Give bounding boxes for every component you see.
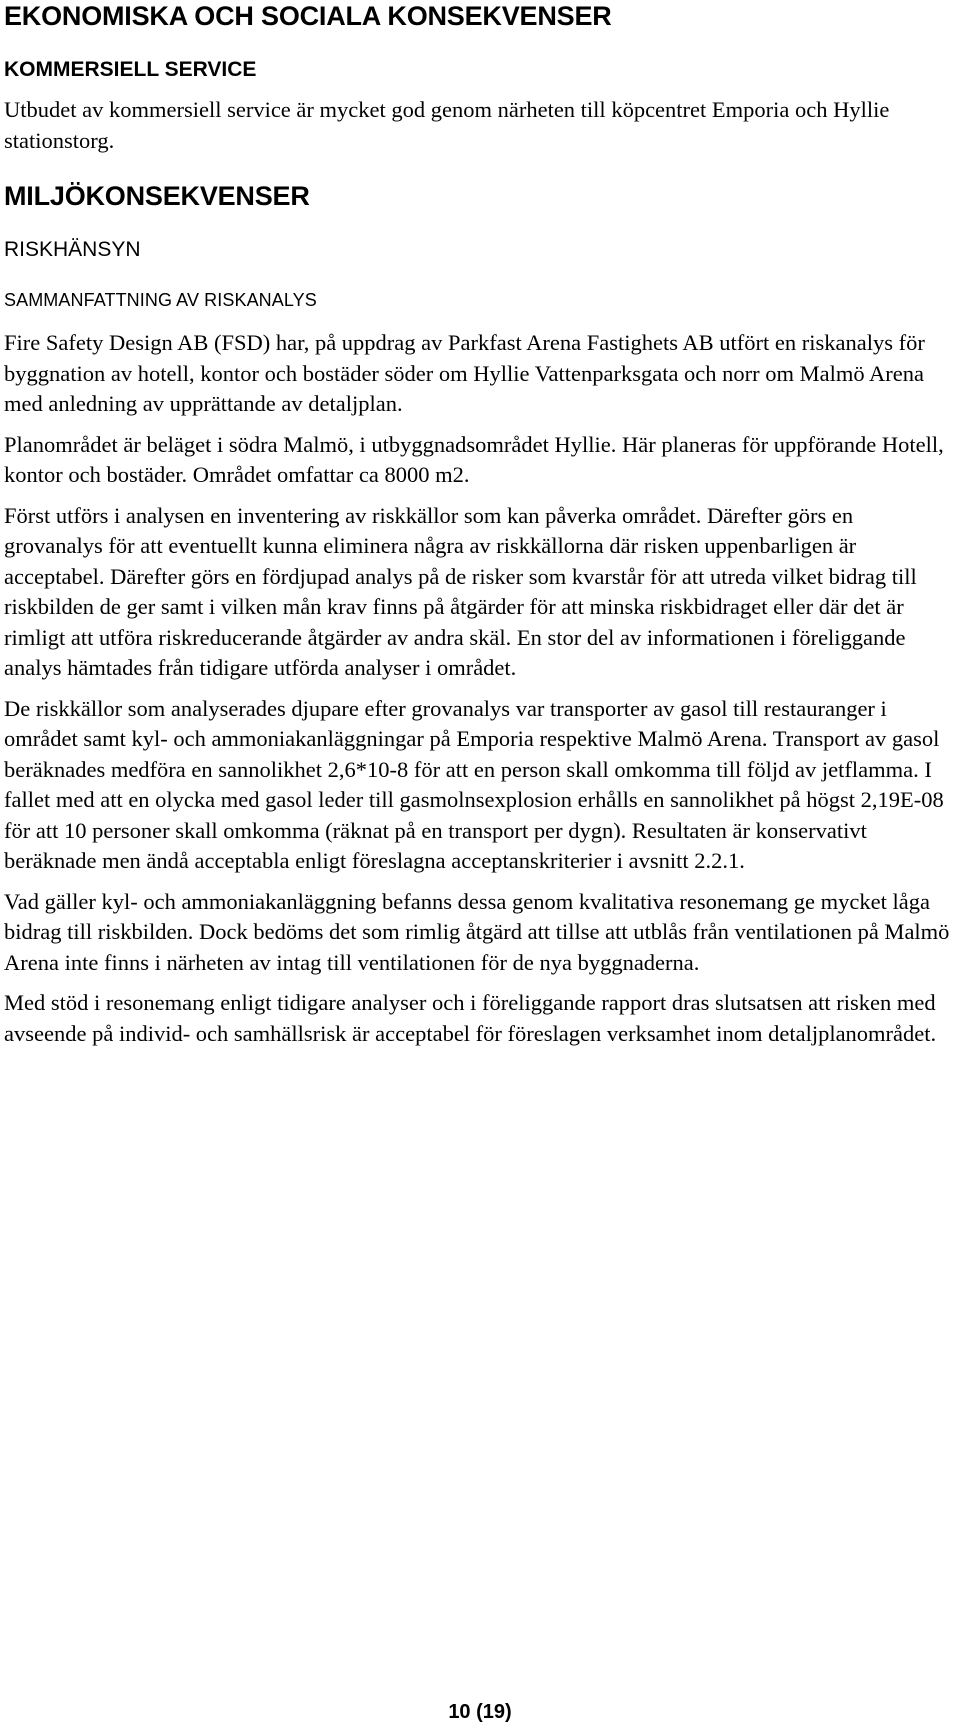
summary-paragraph-3: Först utförs i analysen en inventering av riskkällor som kan påverka området. Därefter görs en grovanalys för att eventuellt kunna eliminera några av riskkällorna där risken uppenbarligen är acceptabel. Därefter görs en fördjupad analys på de risker som kvarstår för att utreda vilket bidrag till riskbilden de ger samt i vilken mån krav finns på åtgärder för att minska riskbidraget eller där det är rimligt att utföra riskreducerande åtgärder av andra skäl. En stor del av informationen i föreliggande analys hämtades från tidigare utförda analyser i området. [4,502,917,680]
summary-paragraph-2: Planområdet är beläget i södra Malmö, i utbyggnadsområdet Hyllie. Här planeras för uppförande Hotell, kontor och bostäder. Området omfattar ca 8000 m2. [4,431,944,487]
service-paragraph: Utbudet av kommersiell service är mycket god genom närheten till köpcentret Emporia och Hyllie stationstorg. [4,97,890,153]
section-title: EKONOMISKA OCH SOCIALA KONSEKVENSER [4,1,612,31]
risk-heading: RISKHÄNSYN [4,238,141,261]
summary-paragraph-1: Fire Safety Design AB (FSD) har, på uppdrag av Parkfast Arena Fastighets AB utfört en riskanalys för byggnation av hotell, kontor och bostäder söder om Hyllie Vattenparksgata och norr om Malmö Arena med anledning av upprättande av detaljplan. [4,330,925,416]
environment-title: MILJÖKONSEKVENSER [4,181,310,211]
summary-paragraph-5: Vad gäller kyl- och ammoniakanläggning befanns dessa genom kvalitativa resonemang ge mycket låga bidrag till riskbilden. Dock bedöms det som rimlig åtgärd att tillse att utblås från ventilationen på Malmö Arena inte finns i närheten av intag till ventilationen för de nya byggnaderna. [4,888,950,975]
summary-paragraph-6: Med stöd i resonemang enligt tidigare analyser och i föreliggande rapport dras slutsatsen att risken med avseende på individ- och samhällsrisk är acceptabel för föreslagen verksamhet inom detaljplanområdet. [4,990,937,1046]
service-heading: KOMMERSIELL SERVICE [4,58,257,81]
document-page [4,0,954,1049]
summary-heading: SAMMANFATTNING AV RISKANALYS [4,290,317,310]
summary-paragraph-4: De riskkällor som analyserades djupare efter grovanalys var transporter av gasol till restauranger i området samt kyl- och ammoniakanläggningar på Emporia respektive Malmö Arena. Transport av gasol beräknades medföra en sannolikhet 2,6*10-8 för att en person skall omkomma till följd av jetflamma. I fallet med att en olycka med gasol leder till gasmolnsexplosion erhålls en sannolikhet på högst 2,19E-08 för att 10 personer skall omkomma (räknat på en transport per dygn). Resultaten är konservativt beräknade men ändå acceptabla enligt föreslagna acceptanskriterier i avsnitt 2.2.1. [4,695,944,873]
page-number: 10 (19) [448,1701,512,1723]
